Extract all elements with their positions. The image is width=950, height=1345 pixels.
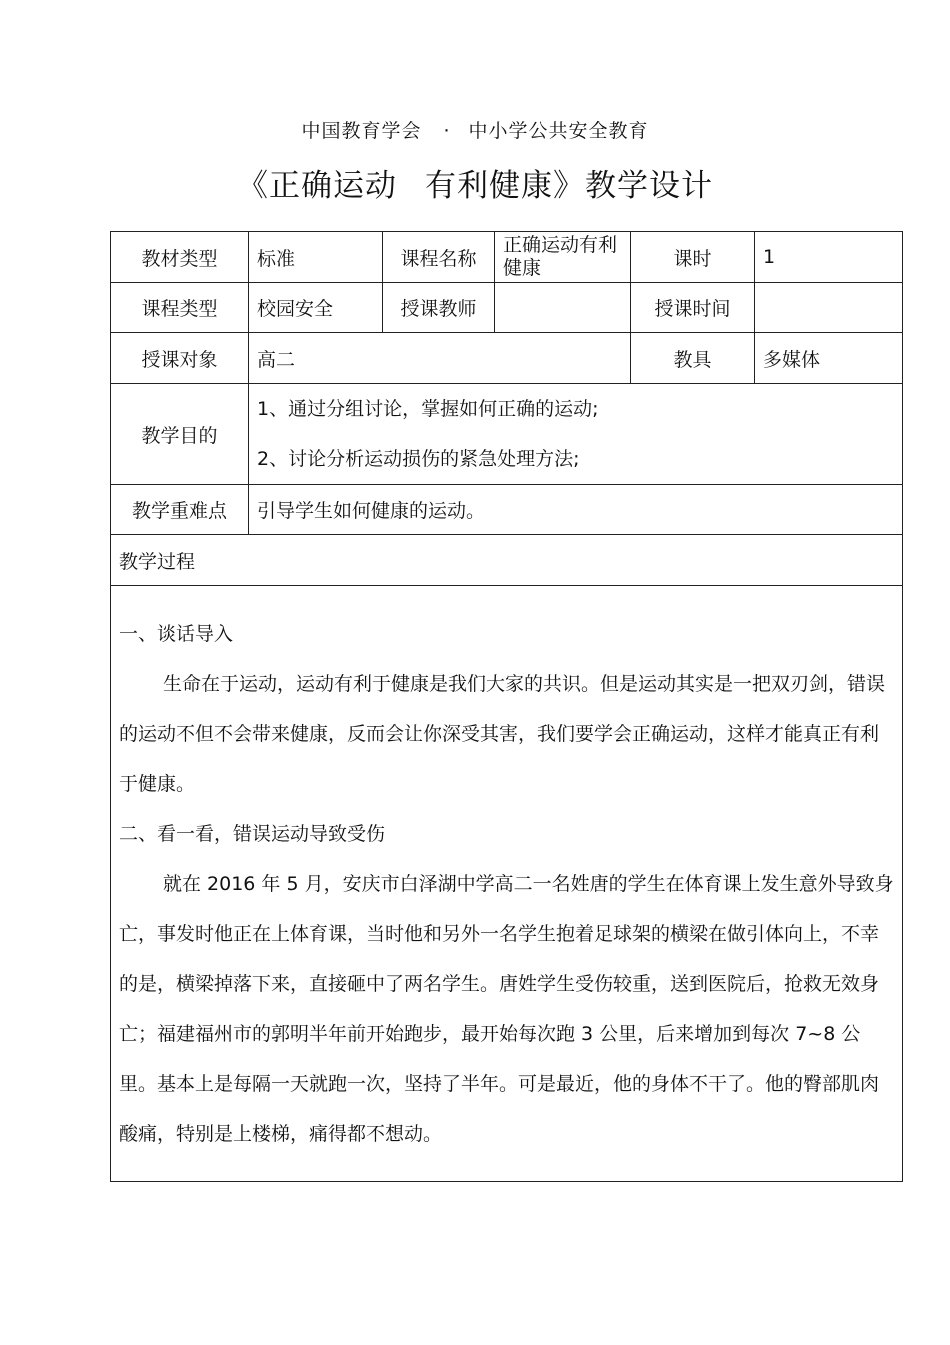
section-1-heading: 一、谈话导入 bbox=[119, 622, 234, 645]
header-separator: · bbox=[443, 120, 451, 142]
table-row bbox=[111, 384, 903, 485]
section-2-heading: 二、看一看，错误运动导致受伤 bbox=[119, 822, 386, 845]
process-label: 教学过程 bbox=[111, 535, 903, 586]
goal-item-2: 2、讨论分析运动损伤的紧急处理方法; bbox=[257, 448, 580, 470]
document-title bbox=[0, 160, 950, 205]
audience-value: 高二 bbox=[249, 333, 631, 384]
document-header bbox=[0, 116, 950, 143]
course-name-value: 正确运动有利健康 bbox=[495, 232, 631, 283]
lesson-time-value bbox=[755, 283, 903, 333]
process-content bbox=[111, 586, 903, 1182]
course-type-value: 校园安全 bbox=[249, 283, 383, 333]
teacher-value bbox=[495, 283, 631, 333]
table-row bbox=[111, 485, 903, 535]
key-points-value: 引导学生如何健康的运动。 bbox=[249, 485, 903, 535]
hours-label: 课时 bbox=[631, 232, 755, 283]
section-2-paragraph: 就在 2016 年 5 月，安庆市白泽湖中学高二一名姓唐的学生在体育课上发生意外导致身亡，事发时他正在上体育课，当时他和另外一名学生抱着足球架的横梁在做引体向上，不幸的是，横梁掉落下来，直接砸中了两名学生。唐姓学生受伤较重，送到医院后，抢救无效身亡；福建福州市的郭明半年前开始跑步，最开始每次跑 3 公里，后来增加到每次 7~8 公里。基本上是每隔一天就跑一次，坚持了半年。可是最近，他的身体不干了。他的臀部肌肉酸痛，特别是上楼梯，痛得都不想动。 bbox=[119, 872, 894, 1145]
goals-list bbox=[249, 384, 903, 485]
org-name-right: 中小学公共安全教育 bbox=[468, 120, 649, 142]
goal-item-1: 1、通过分组讨论，掌握如何正确的运动; bbox=[257, 398, 599, 420]
title-part-2: 有利健康》教学设计 bbox=[425, 168, 713, 204]
course-name-label: 课程名称 bbox=[383, 232, 495, 283]
teacher-label: 授课教师 bbox=[383, 283, 495, 333]
table-row bbox=[111, 333, 903, 384]
audience-label: 授课对象 bbox=[111, 333, 249, 384]
org-name-left: 中国教育学会 bbox=[301, 120, 422, 142]
course-type-label: 课程类型 bbox=[111, 283, 249, 333]
title-part-1: 《正确运动 bbox=[237, 168, 397, 204]
section-1-paragraph: 生命在于运动，运动有利于健康是我们大家的共识。但是运动其实是一把双刃剑，错误的运动不但不会带来健康，反而会让你深受其害，我们要学会正确运动，这样才能真正有利于健康。 bbox=[119, 672, 886, 795]
goals-label: 教学目的 bbox=[111, 384, 249, 485]
lesson-time-label: 授课时间 bbox=[631, 283, 755, 333]
tools-value: 多媒体 bbox=[755, 333, 903, 384]
lesson-info-table bbox=[110, 231, 903, 1182]
table-row bbox=[111, 535, 903, 586]
key-points-label: 教学重难点 bbox=[111, 485, 249, 535]
tools-label: 教具 bbox=[631, 333, 755, 384]
hours-value: 1 bbox=[755, 232, 903, 283]
table-row bbox=[111, 232, 903, 283]
table-row bbox=[111, 283, 903, 333]
material-type-label: 教材类型 bbox=[111, 232, 249, 283]
material-type-value: 标准 bbox=[249, 232, 383, 283]
table-row bbox=[111, 586, 903, 1182]
